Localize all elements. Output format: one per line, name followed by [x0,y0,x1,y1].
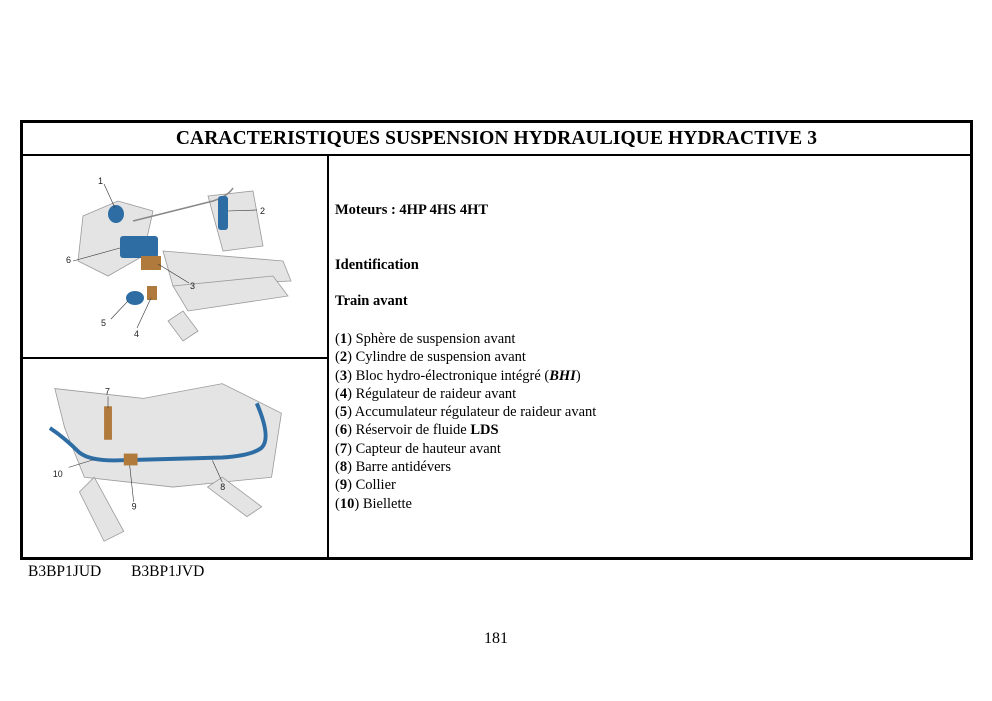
parts-legend [335,330,596,513]
legend-item: (3) Bloc hydro-électronique intégré (BHI) [335,367,581,384]
figure-column [23,156,329,557]
legend-item: (8) Barre antidévers [335,459,451,476]
legend-item: (5) Accumulateur régulateur de raideur avant [335,404,597,421]
legend-item: (9) Collier [335,477,396,494]
front-sphere-part [108,205,124,223]
anti-roll-bar-illustration [23,359,327,557]
accumulator-part [126,291,144,305]
callout-6: 6 [66,255,72,265]
figure-references [28,563,230,581]
front-suspension-illustration [23,156,327,359]
callout-8: 8 [220,482,226,493]
figure-reference: B3BP1JUD [28,563,102,580]
callout-1: 1 [98,176,104,186]
suspension-diagram [23,156,327,357]
stiffness-regulator-part [147,286,157,300]
fluid-reservoir-part [120,236,158,258]
table-body [23,156,970,557]
legend-item: (2) Cylindre de suspension avant [335,349,526,366]
engine-codes: Moteurs : 4HP 4HS 4HT [335,202,489,218]
bhi-block-part [141,256,161,270]
callout-3: 3 [190,281,196,291]
figure-reference: B3BP1JVD [131,563,205,580]
callout-2: 2 [260,206,266,216]
anti-roll-diagram [23,359,327,557]
callout-4: 4 [134,329,140,339]
height-sensor-part [104,406,112,439]
description-column [335,156,962,557]
legend-item: (4) Régulateur de raideur avant [335,385,517,402]
characteristics-table [20,120,973,560]
suspension-cylinder-part [218,196,228,230]
callout-7: 7 [105,386,110,397]
page-number: 181 [484,630,508,647]
callout-9: 9 [131,501,137,512]
identification-heading: Identification [335,257,419,273]
legend-item: (10) Biellette [335,495,412,512]
section-heading: Train avant [335,293,408,309]
legend-item: (1) Sphère de suspension avant [335,331,516,347]
callout-5: 5 [101,318,107,328]
legend-item: (6) Réservoir de fluide LDS [335,422,499,439]
legend-item: (7) Capteur de hauteur avant [335,440,501,457]
clamp-part [124,454,138,466]
callout-10: 10 [52,469,63,480]
table-title: CARACTERISTIQUES SUSPENSION HYDRAULIQUE HYDRACTIVE 3 [23,123,970,156]
